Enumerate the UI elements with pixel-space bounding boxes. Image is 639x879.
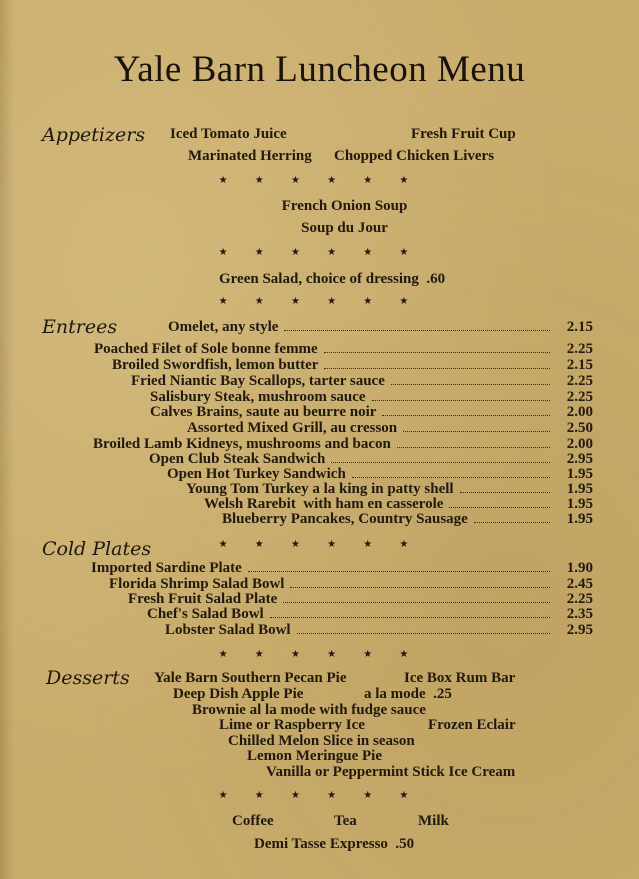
entree-name: Poached Filet of Sole bonne femme [94, 341, 318, 357]
star-separator: ★ ★ ★ ★ ★ ★ [218, 175, 421, 186]
entree-price: 1.95 [566, 511, 593, 527]
entree-name: Welsh Rarebit with ham en casserole [204, 496, 444, 512]
dot-leader [324, 368, 550, 369]
dessert-item: Lemon Meringue Pie [247, 748, 382, 764]
dot-leader [270, 617, 550, 618]
entree-row [131, 373, 556, 390]
entree-row [94, 341, 556, 358]
cold-plate-row [91, 560, 556, 577]
star-separator: ★ ★ ★ ★ ★ ★ [218, 296, 421, 307]
dessert-item: Deep Dish Apple Pie [173, 686, 304, 702]
entree-price: 2.50 [566, 420, 593, 436]
menu-title: Yale Barn Luncheon Menu [113, 49, 526, 90]
entree-price: 2.25 [566, 341, 593, 357]
appetizer-item: Iced Tomato Juice [170, 126, 287, 142]
dessert-item: Vanilla or Peppermint Stick Ice Cream [266, 764, 516, 780]
dot-leader [397, 447, 550, 448]
dot-leader [324, 352, 550, 353]
dessert-item: Frozen Eclair [428, 717, 516, 733]
entree-price: 2.95 [566, 451, 593, 467]
appetizer-item: Chopped Chicken Livers [334, 148, 495, 164]
dessert-item: Brownie al la mode with fudge sauce [192, 702, 426, 718]
entree-name: Calves Brains, saute au beurre noir [150, 404, 377, 420]
beverage-item: Milk [418, 813, 449, 829]
star-separator: ★ ★ ★ ★ ★ ★ [218, 649, 421, 660]
dessert-item: a la mode .25 [364, 686, 452, 702]
cold-plate-row [147, 606, 556, 623]
entree-name: Salisbury Steak, mushroom sauce [150, 389, 366, 405]
cold-plate-name: Fresh Fruit Salad Plate [128, 591, 278, 607]
entree-price: 2.00 [566, 436, 593, 452]
soup-item: French Onion Soup [281, 198, 408, 214]
cold-plate-price: 2.25 [566, 591, 593, 607]
dessert-item: Chilled Melon Slice in season [228, 733, 415, 749]
entree-name: Open Hot Turkey Sandwich [167, 466, 346, 482]
cold-plate-price: 2.45 [566, 576, 593, 592]
entree-row [112, 357, 556, 374]
entree-price: 2.25 [566, 389, 593, 405]
dot-leader [248, 571, 550, 572]
cold-plate-name: Lobster Salad Bowl [165, 622, 291, 638]
entree-name: Blueberry Pancakes, Country Sausage [222, 511, 468, 527]
dessert-item: Ice Box Rum Bar [404, 670, 516, 686]
dot-leader [352, 477, 550, 478]
entree-name: Broiled Swordfish, lemon butter [112, 357, 319, 373]
dot-leader [382, 415, 550, 416]
cold-plate-name: Imported Sardine Plate [91, 560, 242, 576]
dessert-item: Yale Barn Southern Pecan Pie [154, 670, 347, 686]
dot-leader [449, 507, 550, 508]
entree-name: Assorted Mixed Grill, au cresson [187, 420, 398, 436]
star-separator: ★ ★ ★ ★ ★ ★ [218, 247, 421, 258]
appetizer-item: Marinated Herring [188, 148, 312, 164]
cold-plate-row [165, 622, 556, 639]
entree-row [150, 404, 556, 421]
dot-leader [297, 633, 550, 634]
entree-row [187, 420, 556, 437]
beverage-item: Demi Tasse Expresso .50 [254, 836, 415, 852]
cold-plate-price: 2.95 [566, 622, 593, 638]
entree-name: Broiled Lamb Kidneys, mushrooms and bacon [93, 436, 391, 452]
entree-name: Fried Niantic Bay Scallops, tarter sauce [131, 373, 385, 389]
dot-leader [403, 431, 550, 432]
cold-plate-name: Florida Shrimp Salad Bowl [109, 576, 285, 592]
cold-plate-price: 1.90 [566, 560, 593, 576]
section-label-appetizers: Appetizers [42, 124, 146, 146]
section-label-desserts: Desserts [46, 667, 130, 689]
beverage-item: Coffee [232, 813, 274, 829]
dot-leader [284, 330, 550, 331]
entree-price: 2.15 [566, 357, 593, 373]
dot-leader [283, 602, 550, 603]
entree-price: 1.95 [566, 466, 593, 482]
entree-name: Omelet, any style [168, 319, 279, 335]
salad-item: Green Salad, choice of dressing .60 [219, 271, 446, 287]
beverage-item: Tea [334, 813, 357, 829]
entree-row [222, 511, 556, 528]
dot-leader [460, 492, 550, 493]
soup-item: Soup du Jour [301, 220, 388, 236]
section-label-cold-plates: Cold Plates [42, 538, 152, 560]
dot-leader [474, 522, 550, 523]
cold-plate-name: Chef's Salad Bowl [147, 606, 264, 622]
dot-leader [391, 384, 550, 385]
entree-row [168, 319, 556, 336]
appetizer-item: Fresh Fruit Cup [411, 126, 516, 142]
star-separator: ★ ★ ★ ★ ★ ★ [218, 539, 421, 550]
dot-leader [290, 587, 550, 588]
dessert-item: Lime or Raspberry Ice [219, 717, 365, 733]
entree-price: 2.25 [566, 373, 593, 389]
entree-price: 2.15 [566, 319, 593, 335]
entree-price: 1.95 [566, 496, 593, 512]
cold-plate-price: 2.35 [566, 606, 593, 622]
dot-leader [372, 400, 550, 401]
star-separator: ★ ★ ★ ★ ★ ★ [218, 790, 421, 801]
dot-leader [331, 462, 550, 463]
entree-price: 1.95 [566, 481, 593, 497]
section-label-entrees: Entrees [42, 316, 118, 338]
entree-price: 2.00 [566, 404, 593, 420]
entree-name: Young Tom Turkey a la king in patty shell [186, 481, 454, 497]
entree-name: Open Club Steak Sandwich [149, 451, 326, 467]
